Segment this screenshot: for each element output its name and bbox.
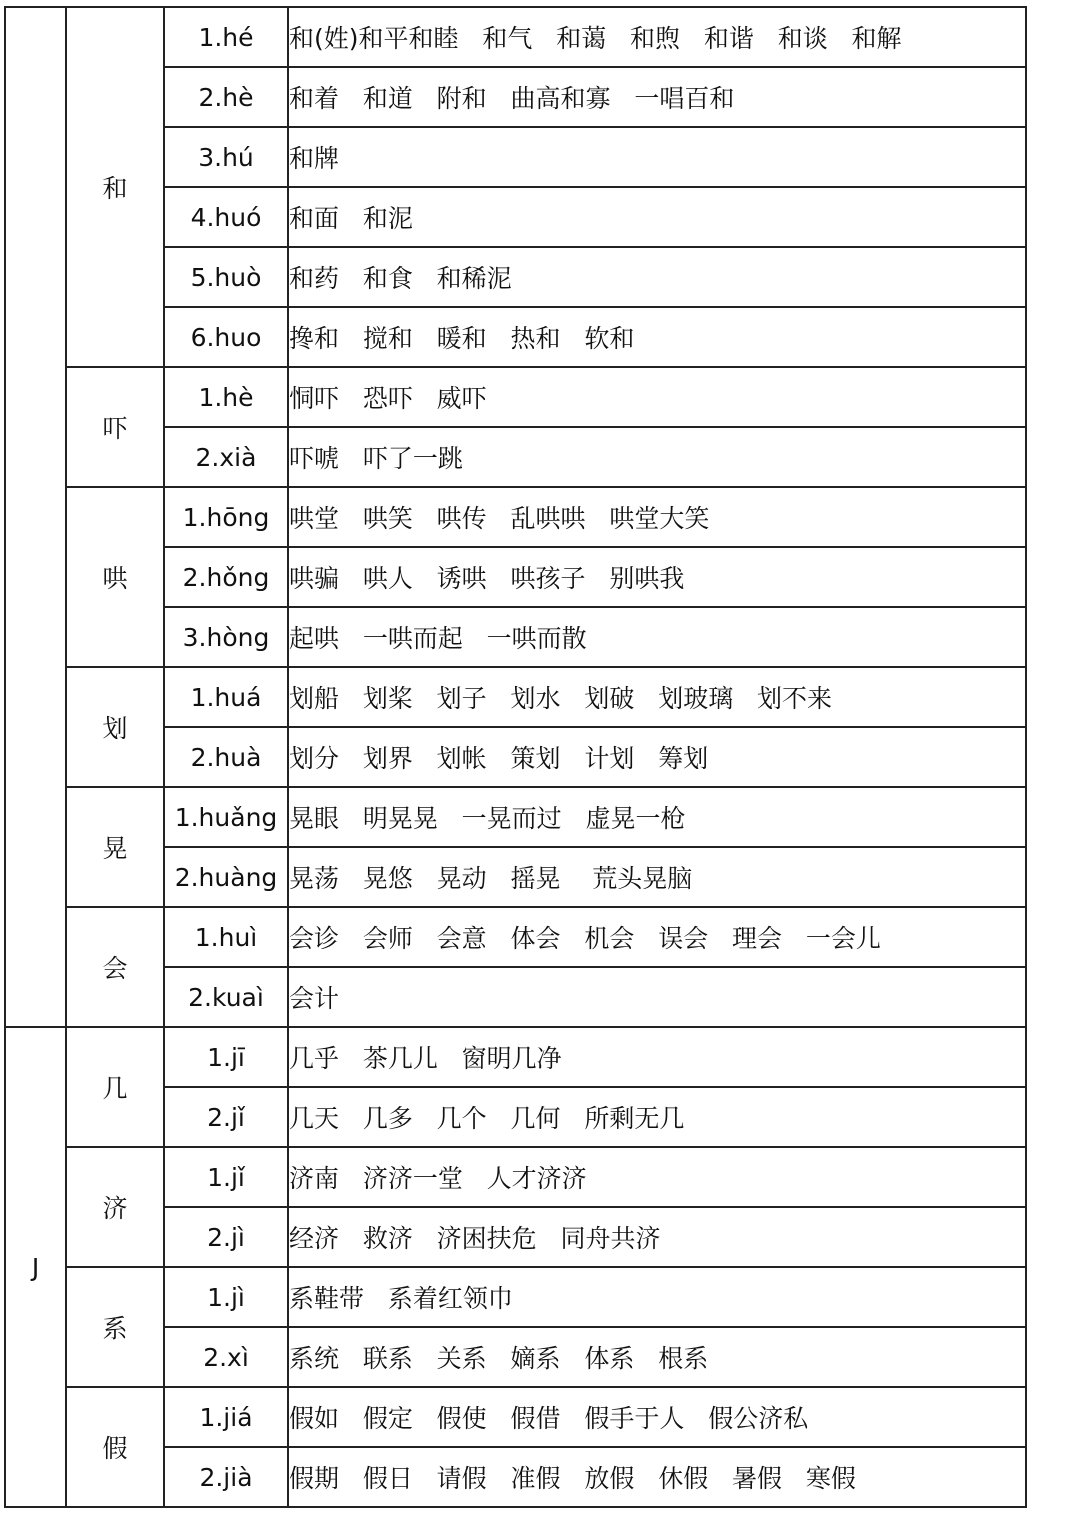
polyphone-character: 会 — [66, 907, 164, 1027]
table-row — [5, 1147, 1026, 1207]
pinyin-reading: 6.huo — [164, 307, 288, 367]
polyphone-table — [4, 6, 1027, 1508]
pinyin-reading: 1.huì — [164, 907, 288, 967]
pinyin-reading: 2.hè — [164, 67, 288, 127]
example-words: 几乎 茶几儿 窗明几净 — [288, 1027, 1026, 1087]
polyphone-character: 假 — [66, 1387, 164, 1507]
pinyin-reading: 3.hú — [164, 127, 288, 187]
example-words: 经济 救济 济困扶危 同舟共济 — [288, 1207, 1026, 1267]
example-words: 哄堂 哄笑 哄传 乱哄哄 哄堂大笑 — [288, 487, 1026, 547]
example-words: 搀和 搅和 暖和 热和 软和 — [288, 307, 1026, 367]
example-words: 会计 — [288, 967, 1026, 1027]
example-words: 系鞋带 系着红领巾 — [288, 1267, 1026, 1327]
pinyin-reading: 1.jī — [164, 1027, 288, 1087]
pinyin-reading: 1.hè — [164, 367, 288, 427]
table-row — [5, 907, 1026, 967]
example-words: 系统 联系 关系 嫡系 体系 根系 — [288, 1327, 1026, 1387]
polyphone-character: 吓 — [66, 367, 164, 487]
example-words: 和(姓)和平和睦 和气 和蔼 和煦 和谐 和谈 和解 — [288, 7, 1026, 67]
pinyin-reading: 5.huò — [164, 247, 288, 307]
table-row — [5, 787, 1026, 847]
polyphone-character: 和 — [66, 7, 164, 367]
example-words: 恫吓 恐吓 威吓 — [288, 367, 1026, 427]
table-row — [5, 1267, 1026, 1327]
pinyin-reading: 1.huǎng — [164, 787, 288, 847]
example-words: 会诊 会师 会意 体会 机会 误会 理会 一会儿 — [288, 907, 1026, 967]
pinyin-reading: 2.huàng — [164, 847, 288, 907]
section-letter — [5, 7, 66, 1027]
pinyin-reading: 1.jǐ — [164, 1147, 288, 1207]
example-words: 济南 济济一堂 人才济济 — [288, 1147, 1026, 1207]
pinyin-reading: 2.xì — [164, 1327, 288, 1387]
polyphone-character: 晃 — [66, 787, 164, 907]
table-row — [5, 1387, 1026, 1447]
example-words: 假期 假日 请假 准假 放假 休假 暑假 寒假 — [288, 1447, 1026, 1507]
table-row — [5, 7, 1026, 67]
pinyin-reading: 4.huó — [164, 187, 288, 247]
example-words: 和着 和道 附和 曲高和寡 一唱百和 — [288, 67, 1026, 127]
polyphone-character: 几 — [66, 1027, 164, 1147]
example-words: 和牌 — [288, 127, 1026, 187]
pinyin-reading: 2.kuaì — [164, 967, 288, 1027]
example-words: 假如 假定 假使 假借 假手于人 假公济私 — [288, 1387, 1026, 1447]
example-words: 划分 划界 划帐 策划 计划 筹划 — [288, 727, 1026, 787]
polyphone-character: 济 — [66, 1147, 164, 1267]
pinyin-reading: 1.hé — [164, 7, 288, 67]
example-words: 几天 几多 几个 几何 所剩无几 — [288, 1087, 1026, 1147]
table-row — [5, 1027, 1026, 1087]
example-words: 划船 划桨 划子 划水 划破 划玻璃 划不来 — [288, 667, 1026, 727]
pinyin-reading: 2.hǒng — [164, 547, 288, 607]
table-row — [5, 667, 1026, 727]
pinyin-reading: 2.huà — [164, 727, 288, 787]
section-letter: J — [5, 1027, 66, 1507]
polyphone-character: 系 — [66, 1267, 164, 1387]
polyphone-character: 划 — [66, 667, 164, 787]
pinyin-reading: 1.huá — [164, 667, 288, 727]
table-row — [5, 487, 1026, 547]
example-words: 起哄 一哄而起 一哄而散 — [288, 607, 1026, 667]
example-words: 吓唬 吓了一跳 — [288, 427, 1026, 487]
table-row — [5, 367, 1026, 427]
pinyin-reading: 3.hòng — [164, 607, 288, 667]
table-body — [5, 7, 1026, 1507]
pinyin-reading: 2.jià — [164, 1447, 288, 1507]
example-words: 晃眼 明晃晃 一晃而过 虚晃一枪 — [288, 787, 1026, 847]
pinyin-reading: 2.xià — [164, 427, 288, 487]
pinyin-reading: 1.jiá — [164, 1387, 288, 1447]
pinyin-reading: 1.hōng — [164, 487, 288, 547]
example-words: 和药 和食 和稀泥 — [288, 247, 1026, 307]
pinyin-reading: 2.jì — [164, 1207, 288, 1267]
example-words: 晃荡 晃悠 晃动 摇晃 荒头晃脑 — [288, 847, 1026, 907]
pinyin-reading: 2.jǐ — [164, 1087, 288, 1147]
example-words: 和面 和泥 — [288, 187, 1026, 247]
pinyin-reading: 1.jì — [164, 1267, 288, 1327]
example-words: 哄骗 哄人 诱哄 哄孩子 别哄我 — [288, 547, 1026, 607]
polyphone-character: 哄 — [66, 487, 164, 667]
